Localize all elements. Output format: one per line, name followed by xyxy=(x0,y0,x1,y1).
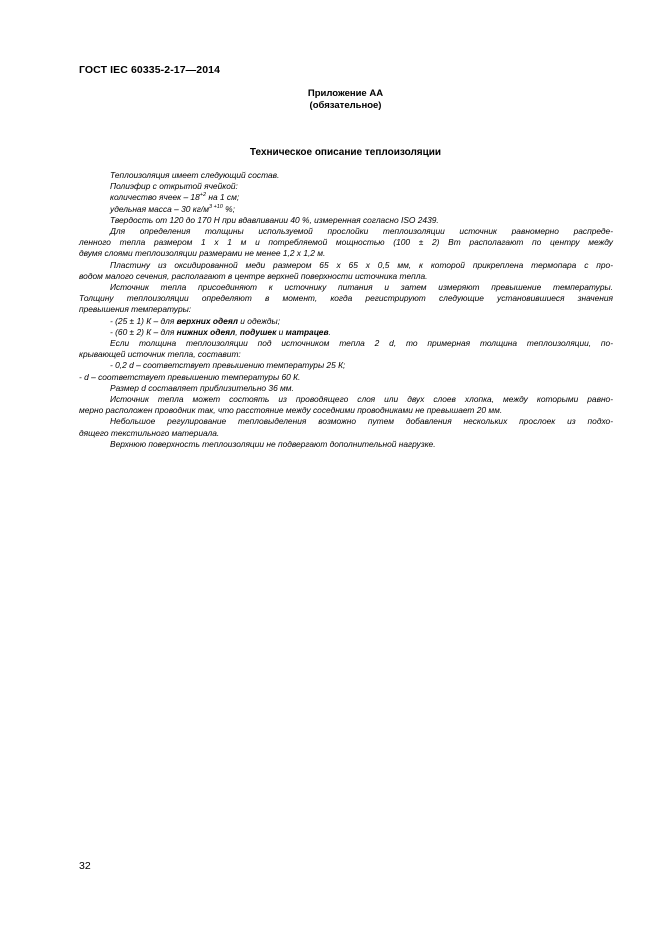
paragraph-line: крывающей источник тепла, составит: xyxy=(79,349,241,360)
paragraph-line: Толщину теплоизоляции определяют в момент, когда регистрируют следующие установившиеся значения xyxy=(79,293,613,304)
paragraph: Верхнюю поверхность теплоизоляции не подвергают дополнительной нагрузке. xyxy=(110,438,436,449)
paragraph-line: водом малого сечения, располагают в центре верхней поверхности источника тепла. xyxy=(79,270,428,281)
page-number: 32 xyxy=(79,860,91,872)
document-body xyxy=(79,170,613,450)
paragraph-line: ленного тепла размером 1 х 1 м и потребляемой мощностью (100 ± 2) Вт располагают по центру между xyxy=(79,237,613,248)
annex-title: Приложение АА xyxy=(307,88,384,99)
paragraph-line: Небольшое регулирование тепловыделения возможно путем добавления нескольких прослоек из подхо- xyxy=(110,416,613,427)
list-item: - (60 ± 2) К – для нижних одеял, подушек и матрацев. xyxy=(110,326,331,337)
paragraph: Твердость от 120 до 170 Н при вдавливании 40 %, измеренная согласно ISO 2439. xyxy=(110,214,439,225)
list-item: - 0,2 d – соответствует превышению температуры 25 К; xyxy=(110,360,346,371)
paragraph-line: мерно расположен проводник так, что расстояние между соседними проводниками не превышает 20 мм. xyxy=(79,405,503,416)
paragraph-line: Если толщина теплоизоляции под источником тепла 2 d, то примерная толщина теплоизоляции, по- xyxy=(110,338,613,349)
paragraph-line: двумя слоями теплоизоляции размерами не менее 1,2 х 1,2 м. xyxy=(79,248,326,259)
paragraph-line: Источник тепла присоединяют к источнику питания и затем измеряют превышение температуры. xyxy=(110,282,613,293)
paragraph: Теплоизоляция имеет следующий состав. xyxy=(110,170,280,180)
paragraph: Полиэфир с открытой ячейкой: xyxy=(110,181,238,192)
paragraph: Размер d составляет приблизительно 36 мм. xyxy=(110,382,294,393)
paragraph-line: Пластину из оксидированной меди размером 65 х 65 х 0,5 мм, к которой прикреплена термопара с про- xyxy=(110,259,613,270)
section-title: Техническое описание теплоизоляции xyxy=(249,147,442,158)
annex-heading xyxy=(0,88,661,112)
density-line: удельная масса – 30 $кг/м^{3 +10}$ %; xyxy=(110,203,235,214)
paragraph-line: Для определения толщины используемой прослойки теплоизоляции источник равномерно распреде- xyxy=(110,226,613,237)
list-item: - d – соответствует превышению температуры 60 К. xyxy=(79,371,301,382)
annex-status: (обязательное) xyxy=(309,100,382,111)
standard-header: ГОСТ IEC 60335-2-17—2014 xyxy=(79,64,221,76)
paragraph-line: превышения температуры: xyxy=(79,304,192,315)
cell-count-line: количество ячеек – $18^{+2}$ на 1 см; xyxy=(110,192,240,203)
paragraph-line: дящего текстильного материала. xyxy=(79,427,220,438)
paragraph-line: Источник тепла может состоять из проводящего слоя или двух слоев хлопка, между которыми равно- xyxy=(110,394,613,405)
list-item: - (25 ± 1) К – для верхних одеял и одежды; xyxy=(110,315,281,326)
